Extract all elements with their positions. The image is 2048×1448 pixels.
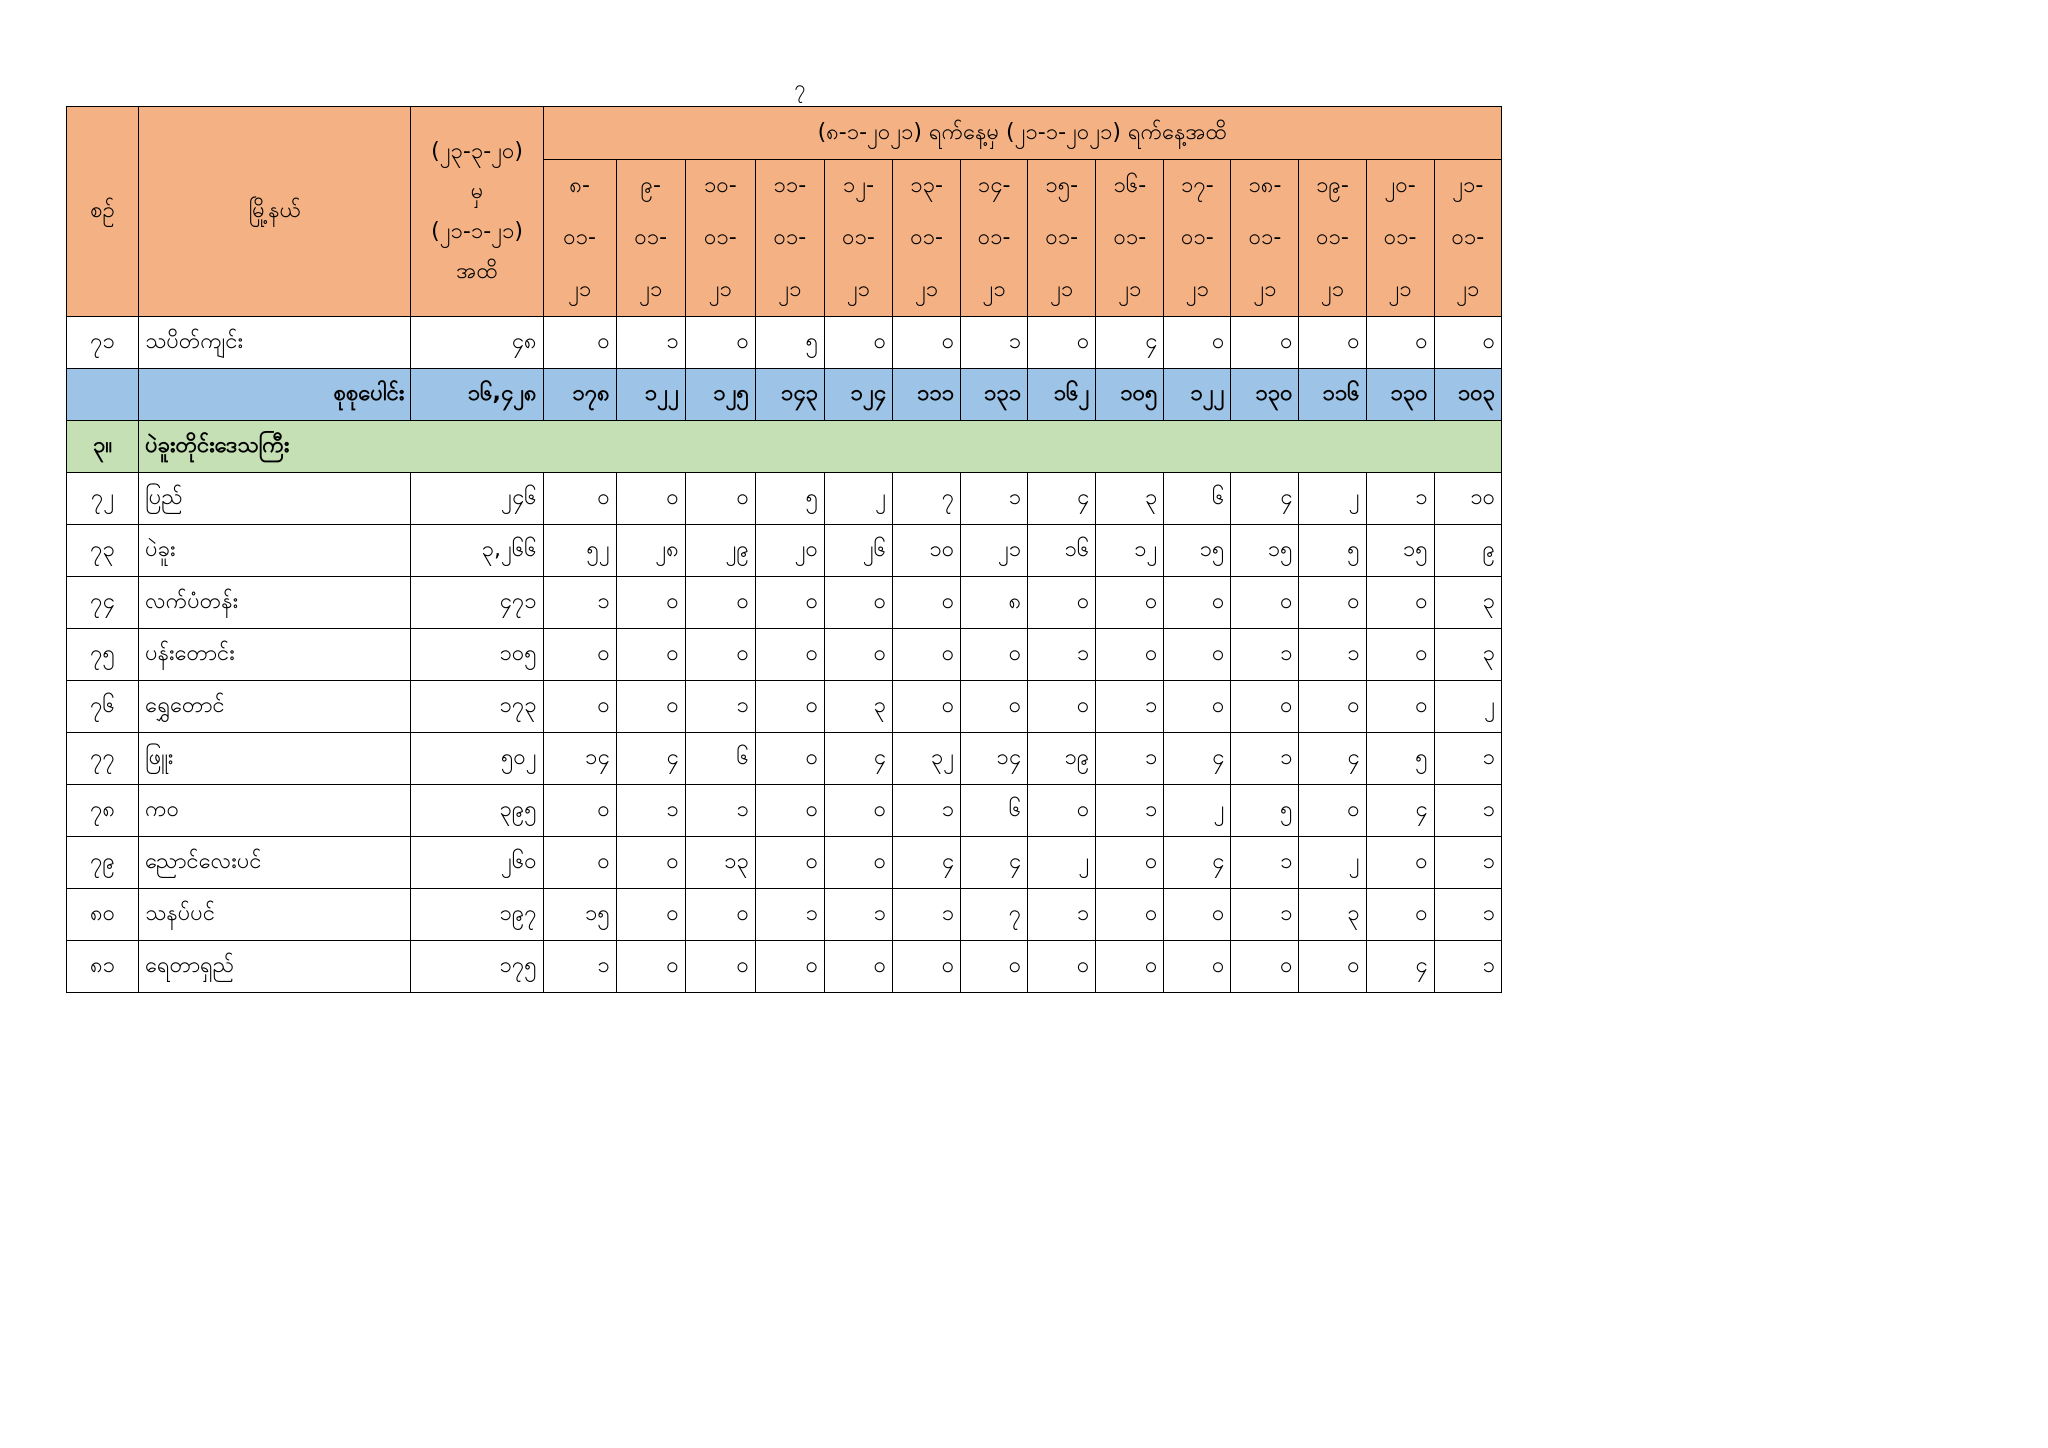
row-township-name: ရွှေတောင် [139,681,411,733]
row-daily-value: ၀ [1299,317,1366,369]
row-daily-value: ၁ [824,889,892,941]
row-daily-value: ၁ [543,941,616,993]
row-daily-value: ၀ [1299,577,1366,629]
table-row [67,629,1502,681]
header-row [67,107,1502,160]
date-part: ၀၁- [1181,225,1214,250]
date-part: ၀၁- [634,225,668,250]
row-daily-value: ၀ [755,733,824,785]
row-cumulative-total: ၁၇၅ [411,941,543,993]
table-row [67,941,1502,993]
row-daily-value: ၀ [1366,837,1434,889]
subtotal-label: စုစုပေါင်း [139,369,411,421]
date-header-4 [824,160,892,317]
row-daily-value: ၁ [1434,785,1501,837]
subtotal-daily-value: ၁၇၈ [543,369,616,421]
row-daily-value: ၀ [616,681,685,733]
row-daily-value: ၃၂ [893,733,961,785]
row-township-name: ပြည် [139,473,411,525]
row-daily-value: ၀ [616,941,685,993]
row-daily-value: ၅ [1366,733,1434,785]
row-daily-value: ၀ [1231,941,1299,993]
row-daily-value: ၄ [1164,837,1231,889]
date-header-0 [543,160,616,317]
row-serial-no: ၇၇ [67,733,139,785]
row-serial-no: ၇၄ [67,577,139,629]
row-daily-value: ၀ [616,577,685,629]
row-township-name: လက်ပံတန်း [139,577,411,629]
date-part: ၂၁ [1320,277,1345,302]
row-daily-value: ၁ [1299,629,1366,681]
subtotal-daily-value: ၁၁၆ [1299,369,1366,421]
row-daily-value: ၀ [543,317,616,369]
row-daily-value: ၀ [1028,577,1096,629]
row-cumulative-total: ၃,၂၆၆ [411,525,543,577]
row-cumulative-total: ၂၆၀ [411,837,543,889]
row-daily-value: ၄ [616,733,685,785]
date-part: ၀၁- [773,225,807,250]
date-header-7 [1028,160,1096,317]
date-part: ၀၁- [563,225,596,250]
row-daily-value: ၂ [1299,837,1366,889]
row-daily-value: ၂၀ [755,525,824,577]
row-daily-value: ၁ [685,785,755,837]
row-daily-value: ၁ [1028,889,1096,941]
date-part: ၀၁- [703,225,737,250]
row-daily-value: ၀ [824,577,892,629]
row-daily-value: ၅ [1231,785,1299,837]
row-cumulative-total: ၄၈ [411,317,543,369]
date-part: ၂၁ [778,277,802,302]
row-daily-value: ၁ [685,681,755,733]
date-part: ၉- [640,173,661,198]
date-part: ၂၁ [1118,277,1142,302]
header-cumulative-range [411,107,543,317]
row-daily-value: ၄ [1096,317,1164,369]
row-daily-value: ၀ [893,629,961,681]
row-daily-value: ၀ [755,681,824,733]
row-daily-value: ၃ [824,681,892,733]
row-daily-value: ၀ [1096,629,1164,681]
date-part: ၈- [569,173,590,198]
row-daily-value: ၄ [893,837,961,889]
row-daily-value: ၀ [1231,577,1299,629]
date-part: ၁၁- [773,173,807,198]
row-township-name: သပိတ်ကျင်း [139,317,411,369]
row-daily-value: ၀ [1164,889,1231,941]
row-daily-value: ၀ [1096,837,1164,889]
row-serial-no: ၈၁ [67,941,139,993]
table-row [67,473,1502,525]
row-daily-value: ၁ [1231,837,1299,889]
region-number: ၃။ [67,421,139,473]
date-part: ၀၁- [842,225,875,250]
row-daily-value: ၁ [1434,941,1501,993]
date-header-6 [961,160,1028,317]
row-daily-value: ၁ [616,317,685,369]
row-daily-value: ၀ [685,473,755,525]
row-daily-value: ၅ [755,473,824,525]
row-daily-value: ၁၉ [1028,733,1096,785]
row-daily-value: ၆ [685,733,755,785]
page-number: ၇ [794,75,806,99]
range-start: (၂၃-၃-၂၀) [431,138,523,164]
subtotal-daily-value: ၁၄၃ [755,369,824,421]
row-daily-value: ၀ [1434,317,1501,369]
row-daily-value: ၀ [543,837,616,889]
row-cumulative-total: ၅၀၂ [411,733,543,785]
date-part: ၂၀- [1384,173,1416,198]
row-daily-value: ၀ [1028,941,1096,993]
table-row [67,525,1502,577]
date-part: ၂၁ [568,277,592,302]
date-header-2 [685,160,755,317]
date-part: ၀၁- [1451,225,1485,250]
row-daily-value: ၄ [1028,473,1096,525]
row-daily-value: ၁၀ [1434,473,1501,525]
row-daily-value: ၁ [1231,629,1299,681]
date-header-9 [1164,160,1231,317]
subtotal-daily-value: ၁၆၂ [1028,369,1096,421]
row-daily-value: ၀ [961,629,1028,681]
row-daily-value: ၁ [1231,733,1299,785]
row-serial-no: ၇၆ [67,681,139,733]
row-daily-value: ၆ [961,785,1028,837]
subtotal-daily-value: ၁၃၀ [1366,369,1434,421]
date-part: ၁၇- [1181,173,1214,198]
date-header-1 [616,160,685,317]
row-daily-value: ၀ [1366,317,1434,369]
table-row [67,837,1502,889]
row-daily-value: ၃ [1096,473,1164,525]
row-daily-value: ၄ [1299,733,1366,785]
table-row [67,317,1502,369]
row-township-name: ညောင်လေးပင် [139,837,411,889]
row-daily-value: ၀ [1028,317,1096,369]
date-part: ၀၁- [1045,225,1079,250]
date-part: ၀၁- [1113,225,1147,250]
row-daily-value: ၀ [1164,317,1231,369]
header-serial-no: စဉ် [67,107,139,317]
row-daily-value: ၁ [1434,889,1501,941]
row-daily-value: ၁ [1434,733,1501,785]
row-serial-no: ၇၈ [67,785,139,837]
row-cumulative-total: ၃၉၅ [411,785,543,837]
table-row [67,785,1502,837]
subtotal-row [67,369,1502,421]
row-township-name: ပဲခူး [139,525,411,577]
date-part: ၁၀- [703,173,737,198]
row-daily-value: ၀ [543,473,616,525]
date-part: ၂၁ [639,277,663,302]
row-daily-value: ၀ [1164,577,1231,629]
row-daily-value: ၇ [961,889,1028,941]
row-daily-value: ၀ [685,317,755,369]
row-daily-value: ၀ [1164,681,1231,733]
row-daily-value: ၂၈ [616,525,685,577]
table-row [67,681,1502,733]
row-township-name: ရေတာရှည် [139,941,411,993]
row-daily-value: ၀ [1366,577,1434,629]
row-daily-value: ၀ [824,629,892,681]
row-daily-value: ၉ [1434,525,1501,577]
row-daily-value: ၄ [1231,473,1299,525]
subtotal-daily-value: ၁၂၄ [824,369,892,421]
date-part: ၂၁ [982,277,1006,302]
row-daily-value: ၀ [1164,629,1231,681]
row-daily-value: ၀ [824,837,892,889]
date-part: ၁၃- [910,173,943,198]
row-daily-value: ၄ [961,837,1028,889]
date-part: ၁၆- [1113,173,1147,198]
row-township-name: သနပ်ပင် [139,889,411,941]
row-daily-value: ၀ [1028,785,1096,837]
row-cumulative-total: ၁၇၃ [411,681,543,733]
row-township-name: ပန်းတောင်း [139,629,411,681]
date-part: ၀၁- [977,225,1011,250]
subtotal-daily-value: ၁၁၁ [893,369,961,421]
row-daily-value: ၀ [824,317,892,369]
table-body [67,107,1502,993]
row-daily-value: ၀ [1096,577,1164,629]
date-header-12 [1366,160,1434,317]
row-daily-value: ၀ [1096,941,1164,993]
row-daily-value: ၀ [893,681,961,733]
row-serial-no: ၇၁ [67,317,139,369]
row-daily-value: ၀ [685,941,755,993]
row-daily-value: ၁ [961,473,1028,525]
row-daily-value: ၁ [1366,473,1434,525]
subtotal-cumulative: ၁၆,၄၂၈ [411,369,543,421]
date-part: ၂၁- [1452,173,1484,198]
row-township-name: ဖြူး [139,733,411,785]
date-part: ၂၁ [1050,277,1074,302]
date-part: ၁၂- [842,173,875,198]
date-part: ၂၁ [914,277,939,302]
subtotal-daily-value: ၁၃၀ [1231,369,1299,421]
row-daily-value: ၁၅ [1231,525,1299,577]
date-part: ၀၁- [1316,225,1349,250]
row-daily-value: ၀ [1164,941,1231,993]
row-daily-value: ၄ [1164,733,1231,785]
date-part: ၂၁ [708,277,732,302]
row-daily-value: ၀ [1366,629,1434,681]
row-serial-no: ၈၀ [67,889,139,941]
row-daily-value: ၀ [1299,941,1366,993]
row-daily-value: ၄ [1366,785,1434,837]
row-daily-value: ၁ [893,889,961,941]
row-daily-value: ၈ [961,577,1028,629]
row-daily-value: ၀ [755,837,824,889]
header-township: မြို့နယ် [139,107,411,317]
row-daily-value: ၃ [1299,889,1366,941]
header-date-group: (၈-၁-၂၀၂၁) ရက်နေ့မှ (၂၁-၁-၂၀၂၁) ရက်နေ့အထိ [543,107,1501,160]
row-serial-no: ၇၅ [67,629,139,681]
row-daily-value: ၀ [755,785,824,837]
row-daily-value: ၁၄ [961,733,1028,785]
row-daily-value: ၀ [543,785,616,837]
row-serial-no: ၇၉ [67,837,139,889]
row-daily-value: ၂ [1299,473,1366,525]
row-daily-value: ၀ [543,629,616,681]
subtotal-daily-value: ၁၂၅ [685,369,755,421]
row-daily-value: ၄ [1366,941,1434,993]
date-part: ၁၉- [1316,173,1349,198]
date-part: ၀၁- [1383,225,1417,250]
row-daily-value: ၃ [1434,629,1501,681]
date-part: ၂၁ [1185,277,1209,302]
row-daily-value: ၀ [685,889,755,941]
row-daily-value: ၀ [1096,889,1164,941]
date-part: ၁၄- [977,173,1011,198]
row-daily-value: ၀ [616,889,685,941]
row-daily-value: ၀ [1231,681,1299,733]
covid-cases-table [66,106,1502,993]
row-daily-value: ၀ [1366,889,1434,941]
row-cumulative-total: ၂၄၆ [411,473,543,525]
date-part: ၂၁ [846,277,871,302]
date-part: ၁၈- [1248,173,1282,198]
row-daily-value: ၀ [755,577,824,629]
subtotal-daily-value: ၁၂၂ [616,369,685,421]
row-daily-value: ၀ [1366,681,1434,733]
row-serial-no: ၇၂ [67,473,139,525]
row-daily-value: ၃ [1434,577,1501,629]
row-daily-value: ၁ [543,577,616,629]
row-daily-value: ၀ [824,941,892,993]
row-daily-value: ၀ [1028,681,1096,733]
row-daily-value: ၁ [1434,837,1501,889]
row-township-name: ကဝ [139,785,411,837]
region-row [67,421,1502,473]
row-daily-value: ၁၂ [1096,525,1164,577]
row-daily-value: ၀ [893,941,961,993]
date-header-8 [1096,160,1164,317]
row-daily-value: ၁ [961,317,1028,369]
row-daily-value: ၂ [824,473,892,525]
table-row [67,733,1502,785]
row-serial-no: ၇၃ [67,525,139,577]
table-row [67,889,1502,941]
row-daily-value: ၁၄ [543,733,616,785]
range-until: အထိ [456,258,498,284]
row-daily-value: ၅ [755,317,824,369]
row-daily-value: ၂ [1164,785,1231,837]
table-row [67,577,1502,629]
row-daily-value: ၁ [1231,889,1299,941]
date-header-10 [1231,160,1299,317]
date-part: ၀၁- [910,225,943,250]
row-daily-value: ၀ [543,681,616,733]
row-daily-value: ၂၉ [685,525,755,577]
row-cumulative-total: ၄၇၁ [411,577,543,629]
row-daily-value: ၁၆ [1028,525,1096,577]
row-daily-value: ၇ [893,473,961,525]
subtotal-empty-cell [67,369,139,421]
row-daily-value: ၂၁ [961,525,1028,577]
row-daily-value: ၁၅ [543,889,616,941]
subtotal-daily-value: ၁၀၅ [1096,369,1164,421]
row-daily-value: ၀ [755,941,824,993]
row-daily-value: ၅၂ [543,525,616,577]
row-daily-value: ၀ [1231,317,1299,369]
row-daily-value: ၂ [1434,681,1501,733]
row-daily-value: ၀ [961,681,1028,733]
row-daily-value: ၁ [893,785,961,837]
row-daily-value: ၀ [616,837,685,889]
date-header-3 [755,160,824,317]
date-header-5 [893,160,961,317]
date-part: ၀၁- [1248,225,1282,250]
row-daily-value: ၁ [755,889,824,941]
row-daily-value: ၆ [1164,473,1231,525]
row-daily-value: ၀ [961,941,1028,993]
subtotal-daily-value: ၁၀၃ [1434,369,1501,421]
subtotal-daily-value: ၁၂၂ [1164,369,1231,421]
row-daily-value: ၂၆ [824,525,892,577]
row-daily-value: ၀ [616,629,685,681]
row-daily-value: ၁ [1096,733,1164,785]
date-part: ၁၅- [1045,173,1079,198]
region-name: ပဲခူးတိုင်းဒေသကြီး [139,421,1502,473]
row-daily-value: ၄ [824,733,892,785]
row-daily-value: ၂ [1028,837,1096,889]
date-part: ၂၁ [1253,277,1277,302]
row-daily-value: ၀ [755,629,824,681]
date-header-13 [1434,160,1501,317]
subtotal-daily-value: ၁၃၁ [961,369,1028,421]
row-daily-value: ၀ [616,473,685,525]
row-daily-value: ၅ [1299,525,1366,577]
row-daily-value: ၁၀ [893,525,961,577]
row-daily-value: ၁ [1096,785,1164,837]
row-daily-value: ၁ [1028,629,1096,681]
row-daily-value: ၀ [824,785,892,837]
row-daily-value: ၁၅ [1164,525,1231,577]
row-daily-value: ၀ [685,577,755,629]
row-daily-value: ၁၅ [1366,525,1434,577]
row-cumulative-total: ၁၉၇ [411,889,543,941]
row-daily-value: ၀ [893,577,961,629]
row-cumulative-total: ၁၀၅ [411,629,543,681]
date-header-11 [1299,160,1366,317]
row-daily-value: ၀ [1299,785,1366,837]
row-daily-value: ၁၃ [685,837,755,889]
range-from: မှ [470,178,484,204]
row-daily-value: ၁ [1096,681,1164,733]
row-daily-value: ၀ [685,629,755,681]
date-part: ၂၁ [1456,277,1480,302]
row-daily-value: ၀ [1299,681,1366,733]
row-daily-value: ၁ [616,785,685,837]
range-end: (၂၁-၁-၂၁) [431,218,523,244]
row-daily-value: ၀ [893,317,961,369]
date-part: ၂၁ [1388,277,1412,302]
